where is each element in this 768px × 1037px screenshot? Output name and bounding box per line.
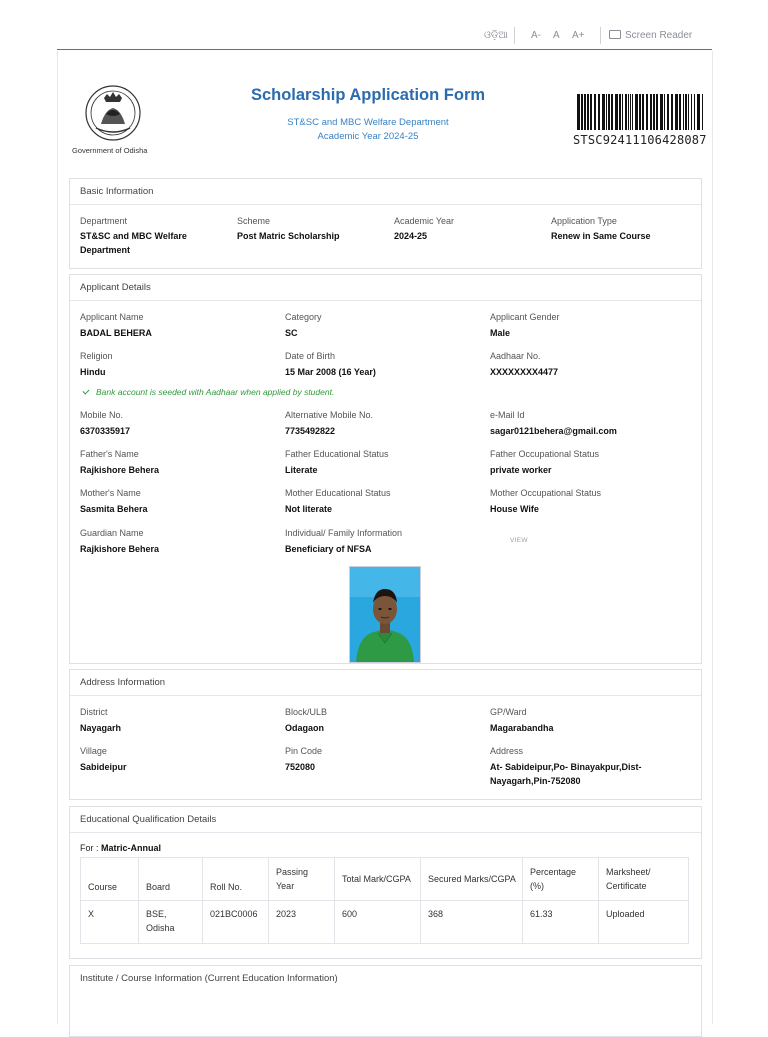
field-label: Mobile No.: [80, 410, 124, 420]
field-label: Mother Occupational Status: [490, 488, 602, 498]
category-value: SC: [285, 328, 298, 338]
column-header: Total Mark/CGPA: [335, 858, 421, 901]
application-id: STSC92411106428087: [573, 133, 707, 147]
marksheet-status: Uploaded: [599, 901, 689, 944]
district-value: Nayagarh: [80, 723, 122, 733]
table-cell: X: [81, 901, 139, 944]
field-label: Date of Birth: [285, 351, 336, 361]
department-value: ST&SC and MBC Welfare Department: [80, 231, 187, 255]
applicant-photo: [349, 566, 421, 663]
pin-code-value: 752080: [285, 762, 316, 772]
table-cell: 600: [335, 901, 421, 944]
section-title: Applicant Details: [80, 282, 151, 293]
check-icon: [82, 387, 89, 394]
divider: [70, 300, 701, 301]
section-title: Institute / Course Information (Current Education Information): [80, 973, 338, 984]
monitor-icon: [609, 30, 621, 39]
field-label: Father Occupational Status: [490, 449, 600, 459]
scheme-value: Post Matric Scholarship: [237, 231, 340, 241]
dob-value: 15 Mar 2008 (16 Year): [285, 367, 376, 377]
father-occ-value: private worker: [490, 465, 552, 475]
guardian-name-value: Rajkishore Behera: [80, 544, 160, 554]
field-label: e-Mail Id: [490, 410, 525, 420]
field-label: Mother's Name: [80, 488, 141, 498]
form-title: Scholarship Application Form: [250, 86, 486, 104]
field-label: Mother Educational Status: [285, 488, 391, 498]
alt-mobile-value: 7735492822: [285, 426, 336, 436]
divider: [600, 27, 601, 44]
font-decrease-button[interactable]: A-: [531, 30, 541, 41]
field-label: Father Educational Status: [285, 449, 389, 459]
odisha-emblem-icon: [84, 84, 142, 142]
form-department: ST&SC and MBC Welfare Department: [287, 117, 449, 128]
aadhaar-seeded-note: [80, 387, 334, 397]
table-cell: 368: [421, 901, 523, 944]
column-header: Percentage (%): [523, 858, 599, 901]
screen-reader-label: Screen Reader: [625, 30, 693, 41]
table-cell: 2023: [269, 901, 335, 944]
field-label: Application Type: [551, 216, 617, 226]
field-label: GP/Ward: [490, 707, 527, 717]
for-value: Matric-Annual: [101, 843, 162, 853]
section-title: Educational Qualification Details: [80, 814, 217, 825]
field-label: Father's Name: [80, 449, 139, 459]
mother-name-value: Sasmita Behera: [80, 504, 148, 514]
table-cell: BSE, Odisha: [139, 901, 203, 944]
divider: [514, 27, 515, 44]
table-cell: 021BC0006: [203, 901, 269, 944]
table-cell: 61.33: [523, 901, 599, 944]
educational-qualification-section: [69, 806, 702, 959]
aadhaar-value: XXXXXXXX4477: [490, 367, 559, 377]
column-header: Passing Year: [269, 858, 335, 901]
gender-value: Male: [490, 328, 511, 338]
email-value: sagar0121behera@gmail.com: [490, 426, 617, 436]
column-header: Course: [81, 858, 139, 901]
section-title: Address Information: [80, 677, 166, 688]
academic-year-value: 2024-25: [394, 231, 428, 241]
section-title: Basic Information: [80, 186, 154, 197]
field-label: Village: [80, 746, 107, 756]
for-label: For :: [80, 843, 99, 853]
column-header: Board: [139, 858, 203, 901]
field-label: Address: [490, 746, 524, 756]
field-label: Category: [285, 312, 322, 322]
religion-value: Hindu: [80, 367, 106, 377]
field-label: Academic Year: [394, 216, 455, 226]
font-normal-button[interactable]: A: [553, 30, 560, 41]
field-label: District: [80, 707, 108, 717]
father-name-value: Rajkishore Behera: [80, 465, 160, 475]
mother-occ-value: House Wife: [490, 504, 539, 514]
divider: [70, 695, 701, 696]
family-info-value: Beneficiary of NFSA: [285, 544, 372, 554]
address-value: At- Sabideipur,Po- Binayakpur,Dist-Nayagarh,Pin-752080: [490, 762, 642, 786]
village-value: Sabideipur: [80, 762, 127, 772]
field-label: Religion: [80, 351, 113, 361]
basic-information-section: [69, 178, 702, 269]
gp-ward-value: Magarabandha: [490, 723, 554, 733]
field-label: Scheme: [237, 216, 271, 226]
divider: [70, 832, 701, 833]
aadhaar-note-text: Bank account is seeded with Aadhaar when applied by student.: [96, 387, 335, 397]
mobile-value: 6370335917: [80, 426, 131, 436]
field-label: Block/ULB: [285, 707, 328, 717]
field-label: Alternative Mobile No.: [285, 410, 374, 420]
block-value: Odagaon: [285, 723, 325, 733]
education-table: [80, 857, 689, 944]
field-label: Applicant Name: [80, 312, 144, 322]
institute-course-section: [69, 965, 702, 1037]
top-utility-bar: [0, 0, 768, 50]
field-label: Pin Code: [285, 746, 323, 756]
field-label: Guardian Name: [80, 528, 144, 538]
font-increase-button[interactable]: A+: [572, 30, 585, 41]
field-label: Individual/ Family Information: [285, 528, 403, 538]
form-academic-year: Academic Year 2024-25: [317, 131, 419, 142]
field-label: Applicant Gender: [490, 312, 560, 322]
barcode-icon: [577, 94, 703, 130]
field-label: Department: [80, 216, 128, 226]
column-header: Marksheet/ Certificate: [599, 858, 689, 901]
language-toggle[interactable]: ଓଡ଼ିଆ: [484, 30, 508, 41]
address-information-section: [69, 669, 702, 800]
view-link[interactable]: VIEW: [510, 537, 528, 544]
table-header-row: [81, 858, 689, 901]
table-row: [81, 901, 689, 944]
header-rule: [57, 49, 712, 50]
applicant-name-value: BADAL BEHERA: [80, 328, 152, 338]
applicant-photo-image: [350, 567, 420, 662]
screen-reader-link[interactable]: [609, 30, 692, 41]
application-type-value: Renew in Same Course: [551, 231, 651, 241]
field-label: Aadhaar No.: [490, 351, 541, 361]
qualification-for: [80, 843, 161, 853]
father-edu-value: Literate: [285, 465, 318, 475]
mother-edu-value: Not literate: [285, 504, 333, 514]
column-header: Roll No.: [203, 858, 269, 901]
government-label: Government of Odisha: [72, 146, 148, 155]
divider: [70, 204, 701, 205]
column-header: Secured Marks/CGPA: [421, 858, 523, 901]
